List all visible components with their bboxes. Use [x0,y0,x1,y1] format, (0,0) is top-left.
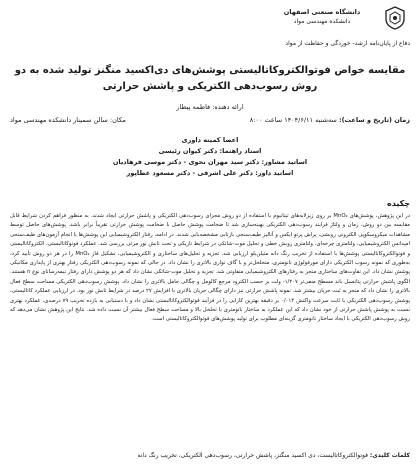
faculty-name: دانشکده مهندسی مواد [293,18,351,25]
keywords-label: کلمات کلیدی: [369,452,410,459]
thesis-title: مقایسه خواص فوتوالکتروکاتالیستی پوشش‌های دی‌اکسید منگنز تولید شده به دو روش رسوب‌دهی الکتریکی و پاشش حرارتی [14,65,406,92]
abstract-heading: چکیده [386,199,410,208]
committee-heading: اعضا کمیته داوری [181,136,239,144]
advisors: اساتید مشاور: دکتر سید مهران نحوی - دکتر موسی فرهادیان [112,158,308,166]
supervisor: استاد راهنما: دکتر کیوان رئیسی [158,147,262,155]
presenter: ارائه دهنده: فاطمه پیطار [176,103,244,111]
keywords-value: فوتوالکتروکاتالیست، دی اکسید منگنز، پاشش حرارتی، رسوب‌دهی الکتریکی، تخریب رنگ دانه [137,452,368,459]
time-info [250,116,410,124]
time-value: سه‌شنبه ۱۴۰۴/۶/۱۱ ساعت ۸:۰۰ [249,116,337,124]
abstract-text: در این پژوهش، پوشش‌های MnO₂ بر روی زیرلایه‌های تیتانیوم با استفاده از دو روش مجزای رسوب‌دهی الکتریکی و پاشش حرارتی ایجاد شدند. به منظور فراهم کردن شرایط قابل مقایسه بین دو روش، زمان و ولتاژ فرایند رسوب‌دهی الکتریکی بهینه‌سازی شد تا ضخامت پوشش حاصل با ضخامت پوشش حرارتی تقریباً برابر باشد. پوشش‌های حاصل توسط مشاهدات میکروسکوپی الکترونی روبشی، پراش پرتو ایکس و آنالیز طیف‌سنجی بازتابی مشخصه‌یابی شدند. در ادامه، رفتار الکتروشیمیایی این پوشش‌ها با انجام آزمون‌های طیف‌سنجی امپدانس الکتروشیمیایی، ولتامتری چرخه‌ای، ولتامتری روبش خطی و تحلیل موت-شاتکی در شرایط تاریکی و تحت تابش نور مرئی بررسی شد. عملکرد فوتوکاتالیستی، الکتروکاتالیستی و فوتوالکتروکاتالیستی پوشش‌ها با استفاده از تخریب رنگ دانه متیلن‌بلو ارزیابی شد. تجزیه و تحلیل‌های ساختاری و الکتروشیمیایی، تشکیل فاز MnO₂ را در هر دو روش تأیید کرد، به‌طوری که نمونه رسوب الکتریکی دارای مورفولوژی نانومتری، متخلخل‌تر و با گاف نواری بالاتری را نشان داد. در حالی که نمونه رسوب‌دهی الکتریکی رفتار بهتری از پایداری مکانیکی پوشش نشان داد. این تفاوت‌های ساختاری منجر به رفتارهای الکتروشیمیایی متفاوتی شد. تجزیه و تحلیل موت-شاتکی نشان داد که هر دو پوشش دارای رفتار نیمه‌رسانای نوع n هستند. الگوی پاشش حرارتی پتانسیل باند مسطح منفی‌تر ۱/۲۰۷- ولت بر حسب الکترود مرجع کالومل و چگالی حامل بالاتری را نشان داد. پوشش رسوب‌دهی الکتریکی مساحت سطح فعال بالاتری را نشان داد که منجر به ثبت جریان بیشتر شد. نمونه پاشش حرارتی نیز دارای چگالی جریان بالاتری با افزایش ۲۷ درصد در شرایط تابش نور بود. در ارزیابی عملکرد کاتالیستی، پوشش رسوب‌دهی الکتریکی با ثابت سرعت واکنش ۰/۰۱۴ بر دقیقه بهترین کارایی را در فرآیند فوتوالکتروکاتالیستی نشان داد و با دستیابی به بازده تخریب ۷۹ درصدی، عملکرد بهتری نسبت به پوشش پاشش حرارتی از خود نشان داد که این عملکرد به ساختار نانومتری با تخلخل بالا و مساحت سطح فعال بیشتر آن نسبت داده شد. نتایج این پژوهش نشان می‌دهد که روش رسوب‌دهی الکتریکی با ایجاد ساختار نانومتری گزینه‌ای مطلوب برای تولید پوشش‌های فوتوالکتروکاتالیستی است. [10,213,411,323]
committee-block [0,135,420,179]
time-place-row [10,116,410,124]
university-name: دانشگاه صنعتی اصفهان [283,8,361,16]
time-label: زمان (تاریخ و ساعت): [338,116,410,124]
referees: اساتید داور: دکتر علی اشرفی - دکتر مسعود عطاپور [126,169,294,177]
header [260,8,410,26]
announcement-line: دفاع از پایان‌نامه ارشد- خوردگی و حفاظت از مواد [285,40,410,47]
keywords [10,452,410,459]
place-info: مکان: سالن سمینار دانشکده مهندسی مواد [10,116,126,124]
